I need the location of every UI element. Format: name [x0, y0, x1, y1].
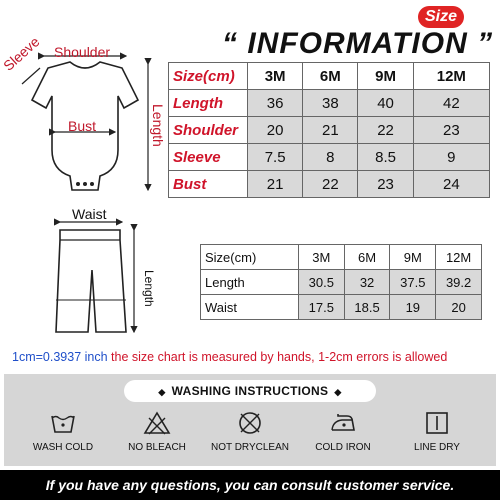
care-item-line-dry — [392, 410, 482, 453]
table-header-cell: 6M — [303, 63, 358, 90]
no-bleach-icon — [143, 410, 171, 436]
waist-label: Waist — [72, 206, 107, 222]
conversion-disclaimer: the size chart is measured by hands, 1-2cm errors is allowed — [107, 350, 448, 364]
table-cell: 17.5 — [298, 295, 344, 320]
pants-length-label: Length — [142, 270, 156, 307]
table-cell: 24 — [413, 171, 489, 198]
table-cell: 7.5 — [248, 144, 303, 171]
row-label: Sleeve — [169, 144, 248, 171]
table-header-cell: 12M — [413, 63, 489, 90]
page-title: “ INFORMATION ” — [222, 27, 494, 60]
washing-title-text: WASHING INSTRUCTIONS — [171, 384, 329, 398]
row-label: Waist — [201, 295, 299, 320]
care-label: WASH COLD — [32, 442, 94, 453]
table-row — [169, 117, 490, 144]
table-row — [169, 171, 490, 198]
table-cell: 39.2 — [436, 270, 482, 295]
care-label: COLD IRON — [315, 442, 371, 453]
table-cell: 21 — [248, 171, 303, 198]
table-cell: 23 — [413, 117, 489, 144]
table-header-cell: 6M — [344, 245, 390, 270]
table-cell: 30.5 — [298, 270, 344, 295]
table-row — [201, 295, 482, 320]
footer-banner: If you have any questions, you can consult customer service. — [0, 470, 500, 500]
table-cell: 19 — [390, 295, 436, 320]
table-cell: 37.5 — [390, 270, 436, 295]
line-dry-icon — [423, 410, 451, 436]
pants-size-table — [200, 244, 482, 320]
table-cell: 21 — [303, 117, 358, 144]
row-label: Shoulder — [169, 117, 248, 144]
table-cell: 8.5 — [358, 144, 413, 171]
table-row — [169, 144, 490, 171]
table-header-row — [169, 63, 490, 90]
care-label: LINE DRY — [414, 442, 460, 453]
size-badge: Size — [418, 6, 464, 28]
table-cell: 8 — [303, 144, 358, 171]
care-item-not-dryclean — [205, 410, 295, 453]
diamond-icon: ◆ — [334, 386, 342, 397]
table-cell: 20 — [436, 295, 482, 320]
bust-label: Bust — [68, 118, 97, 134]
conversion-unit: 1cm=0.3937 inch — [12, 350, 108, 364]
diamond-icon: ◆ — [158, 386, 166, 397]
table-cell: 22 — [358, 117, 413, 144]
table-header-size: Size(cm) — [169, 63, 248, 90]
table-cell: 40 — [358, 90, 413, 117]
table-row — [169, 90, 490, 117]
row-label: Bust — [169, 171, 248, 198]
care-item-cold-iron — [298, 410, 388, 453]
bodysuit-size-table — [168, 62, 490, 198]
table-header-cell: 3M — [248, 63, 303, 90]
sleeve-label: Sleeve — [0, 33, 43, 74]
table-header-cell: 9M — [390, 245, 436, 270]
shoulder-label: Shoulder — [54, 44, 111, 60]
table-header-cell: 3M — [298, 245, 344, 270]
table-cell: 32 — [344, 270, 390, 295]
wash-cold-icon — [49, 410, 77, 436]
table-cell: 22 — [303, 171, 358, 198]
care-label: NOT DRYCLEAN — [211, 442, 289, 453]
conversion-note — [12, 350, 447, 364]
table-header-size: Size(cm) — [201, 245, 299, 270]
table-cell: 18.5 — [344, 295, 390, 320]
table-cell: 20 — [248, 117, 303, 144]
table-cell: 9 — [413, 144, 489, 171]
table-header-cell: 9M — [358, 63, 413, 90]
cold-iron-icon — [328, 410, 358, 436]
row-label: Length — [201, 270, 299, 295]
care-item-wash-cold — [18, 410, 108, 453]
bodysuit-illustration — [0, 0, 170, 210]
bodysuit-length-label: Length — [150, 104, 166, 147]
table-cell: 38 — [303, 90, 358, 117]
table-cell: 23 — [358, 171, 413, 198]
washing-title — [124, 380, 376, 402]
table-cell: 36 — [248, 90, 303, 117]
care-label: NO BLEACH — [128, 442, 186, 453]
row-label: Length — [169, 90, 248, 117]
table-row — [201, 270, 482, 295]
care-item-no-bleach — [112, 410, 202, 453]
table-header-cell: 12M — [436, 245, 482, 270]
no-dryclean-icon — [236, 410, 264, 436]
table-header-row — [201, 245, 482, 270]
table-cell: 42 — [413, 90, 489, 117]
